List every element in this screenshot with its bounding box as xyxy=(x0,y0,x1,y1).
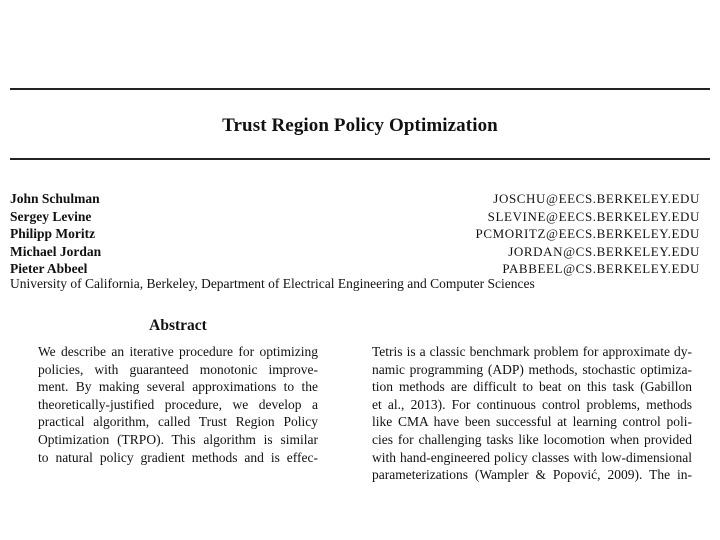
abstract-line: We describe an iterative procedure for optimizing xyxy=(38,344,318,359)
author-email: JORDAN@CS.BERKELEY.EDU xyxy=(508,243,700,259)
abstract-line: ment. By making several approximations to the xyxy=(38,379,318,395)
affiliation: University of California, Berkeley, Department of Electrical Engineering and Computer Sciences xyxy=(10,276,535,291)
author-name: Michael Jordan xyxy=(10,243,102,259)
author-row xyxy=(10,190,700,208)
author-name: Pieter Abbeel xyxy=(10,261,88,276)
abstract-heading: Abstract xyxy=(149,317,207,334)
title-rule-bottom xyxy=(10,158,710,160)
author-row xyxy=(10,260,700,278)
author-email: PCMORITZ@EECS.BERKELEY.EDU xyxy=(475,226,700,241)
intro-line: et al., 2013). For continuous control problems, methods xyxy=(372,396,692,412)
intro-body xyxy=(372,343,692,483)
author-row xyxy=(10,208,700,226)
abstract-body xyxy=(38,343,318,465)
author-name: Philipp Moritz xyxy=(10,226,96,241)
author-email: PABBEEL@CS.BERKELEY.EDU xyxy=(502,261,700,276)
author-name: John Schulman xyxy=(10,191,100,206)
intro-line: like CMA have been successful at learning control poli- xyxy=(372,414,692,430)
author-row xyxy=(10,243,700,261)
abstract-line: practical algorithm, called Trust Region Policy xyxy=(38,414,318,430)
intro-line: cies for challenging tasks like locomotion when provided xyxy=(372,431,692,447)
intro-line: Tetris is a classic benchmark problem for approximate dy- xyxy=(372,344,692,359)
abstract-line: to natural policy gradient methods and is effec- xyxy=(38,449,318,465)
intro-line: with hand-engineered policy classes with low-dimensional xyxy=(372,449,692,465)
author-row xyxy=(10,225,700,243)
abstract-line: Optimization (TRPO). This algorithm is similar xyxy=(38,431,318,447)
title-rule-top xyxy=(10,88,710,90)
intro-line: tion methods are difficult to beat on this task (Gabillon xyxy=(372,379,692,395)
abstract-line: policies, with guaranteed monotonic improve- xyxy=(38,361,318,377)
paper-title: Trust Region Policy Optimization xyxy=(222,115,498,136)
intro-line: namic programming (ADP) methods, stochastic optimiza- xyxy=(372,361,692,377)
author-email: JOSCHU@EECS.BERKELEY.EDU xyxy=(493,191,700,206)
intro-line: parameterizations (Wampler & Popović, 2009). The in- xyxy=(372,467,692,483)
abstract-line: theoretically-justified procedure, we develop a xyxy=(38,396,318,412)
author-email: SLEVINE@EECS.BERKELEY.EDU xyxy=(487,208,700,224)
author-name: Sergey Levine xyxy=(10,208,92,224)
author-block xyxy=(10,190,700,278)
